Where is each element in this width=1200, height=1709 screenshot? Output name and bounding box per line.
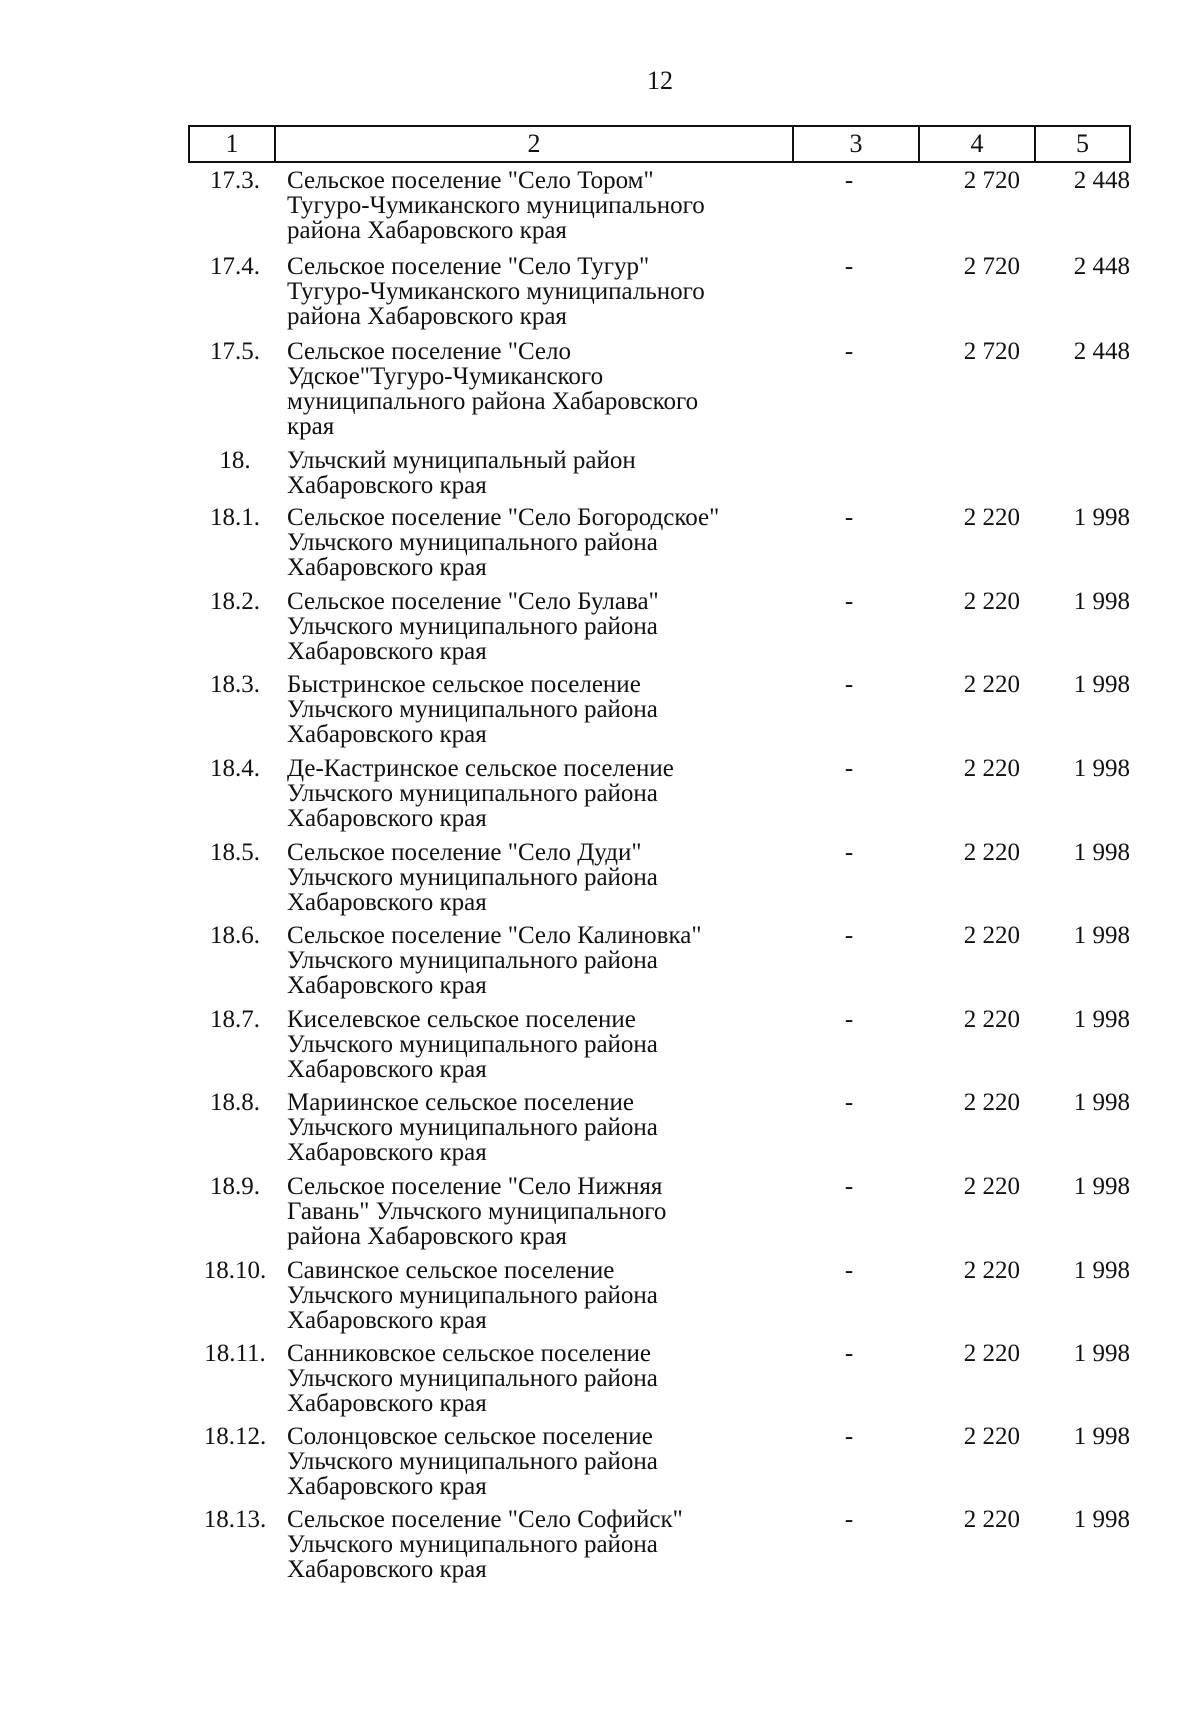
row-col-3: - (844, 839, 854, 866)
row-number: 18.3. (210, 671, 260, 698)
row-col-3: - (844, 1173, 854, 1200)
row-col-4: 2 220 (963, 1423, 1020, 1450)
row-col-3: - (844, 338, 854, 365)
row-number: 18.12. (203, 1423, 267, 1450)
row-col-3: - (844, 253, 854, 280)
row-name: Сельское поселение "Село Нижняя Гавань" Ульчского муниципального района Хабаровского края (287, 1173, 667, 1250)
row-col-3: - (844, 167, 854, 194)
row-col-3: - (844, 671, 854, 698)
header-col-1: 1 (190, 127, 276, 161)
row-col-5: 1 998 (1073, 1340, 1130, 1367)
row-col-5: 1 998 (1073, 1173, 1130, 1200)
row-col-4: 2 220 (963, 1173, 1020, 1200)
row-col-3: - (844, 1257, 854, 1284)
row-col-5: 1 998 (1073, 1506, 1130, 1533)
row-col-4: 2 220 (963, 671, 1020, 698)
row-col-4: 2 220 (963, 1006, 1020, 1033)
row-col-4: 2 720 (963, 253, 1020, 280)
row-col-3: - (844, 922, 854, 949)
row-col-5: 1 998 (1073, 922, 1130, 949)
row-col-5: 1 998 (1073, 588, 1130, 615)
header-col-3: 3 (794, 127, 920, 161)
row-name: Солонцовское сельское поселение Ульчского муниципального района Хабаровского края (287, 1423, 658, 1500)
page-number: 12 (647, 66, 673, 95)
row-name: Мариинское сельское поселение Ульчского муниципального района Хабаровского края (287, 1089, 658, 1166)
row-col-5: 1 998 (1073, 671, 1130, 698)
row-number: 18. (219, 447, 251, 474)
row-name: Сельское поселение "Село Тором" Тугуро-Чумиканского муниципального района Хабаровского края (287, 167, 705, 244)
row-number: 18.10. (203, 1257, 267, 1284)
row-col-3: - (844, 504, 854, 531)
header-col-2: 2 (276, 127, 794, 161)
row-name: Сельское поселение "Село Богородское" Ульчского муниципального района Хабаровского края (287, 504, 720, 581)
row-number: 17.5. (210, 338, 260, 365)
row-number: 18.2. (210, 588, 260, 615)
row-number: 18.8. (210, 1089, 260, 1116)
row-col-5: 1 998 (1073, 1006, 1130, 1033)
row-col-5: 2 448 (1073, 338, 1130, 365)
row-col-3: - (844, 1006, 854, 1033)
row-col-3: - (844, 1089, 854, 1116)
row-number: 18.4. (210, 755, 260, 782)
row-name: Сельское поселение "Село Тугур" Тугуро-Чумиканского муниципального района Хабаровского края (287, 253, 705, 330)
row-number: 18.7. (210, 1006, 260, 1033)
row-col-3: - (844, 1506, 854, 1533)
row-col-3: - (844, 588, 854, 615)
header-col-4: 4 (920, 127, 1036, 161)
row-col-4: 2 220 (963, 504, 1020, 531)
row-name: Ульчский муниципальный район Хабаровского края (287, 447, 636, 499)
row-col-4: 2 220 (963, 755, 1020, 782)
row-col-4: 2 220 (963, 839, 1020, 866)
row-col-5: 1 998 (1073, 755, 1130, 782)
row-name: Быстринское сельское поселение Ульчского муниципального района Хабаровского края (287, 671, 658, 748)
row-number: 18.9. (210, 1173, 260, 1200)
row-col-4: 2 720 (963, 167, 1020, 194)
row-number: 17.4. (210, 253, 260, 280)
row-col-5: 2 448 (1073, 167, 1130, 194)
row-col-5: 1 998 (1073, 1257, 1130, 1284)
row-col-4: 2 220 (963, 1257, 1020, 1284)
row-col-4: 2 220 (963, 588, 1020, 615)
row-number: 18.13. (203, 1506, 267, 1533)
row-name: Сельское поселение "Село Булава" Ульчского муниципального района Хабаровского края (287, 588, 659, 665)
row-col-4: 2 220 (963, 1506, 1020, 1533)
row-number: 18.6. (210, 922, 260, 949)
row-name: Сельское поселение "Село Дуди" Ульчского муниципального района Хабаровского края (287, 839, 658, 916)
row-col-5: 1 998 (1073, 839, 1130, 866)
row-number: 18.5. (210, 839, 260, 866)
row-name: Савинское сельское поселение Ульчского муниципального района Хабаровского края (287, 1257, 658, 1334)
row-col-4: 2 220 (963, 1340, 1020, 1367)
row-col-4: 2 220 (963, 1089, 1020, 1116)
row-number: 18.11. (204, 1340, 266, 1367)
row-name: Де-Кастринское сельское поселение Ульчского муниципального района Хабаровского края (287, 755, 674, 832)
row-col-5: 1 998 (1073, 1423, 1130, 1450)
row-col-5: 2 448 (1073, 253, 1130, 280)
row-col-3: - (844, 1340, 854, 1367)
row-col-3: - (844, 755, 854, 782)
row-col-3: - (844, 1423, 854, 1450)
row-col-5: 1 998 (1073, 1089, 1130, 1116)
row-number: 17.3. (210, 167, 260, 194)
row-name: Сельское поселение "Село Калиновка" Ульчского муниципального района Хабаровского края (287, 922, 702, 999)
row-col-5: 1 998 (1073, 504, 1130, 531)
row-number: 18.1. (210, 504, 260, 531)
row-name: Киселевское сельское поселение Ульчского муниципального района Хабаровского края (287, 1006, 658, 1083)
header-col-5: 5 (1076, 129, 1089, 158)
row-name: Санниковское сельское поселение Ульчского муниципального района Хабаровского края (287, 1340, 658, 1417)
row-col-4: 2 720 (963, 338, 1020, 365)
table-header (188, 125, 1131, 163)
row-name: Сельское поселение "Село Удское"Тугуро-Чумиканского муниципального района Хабаровского края (287, 338, 699, 440)
row-name: Сельское поселение "Село Софийск" Ульчского муниципального района Хабаровского края (287, 1506, 683, 1583)
row-col-4: 2 220 (963, 922, 1020, 949)
